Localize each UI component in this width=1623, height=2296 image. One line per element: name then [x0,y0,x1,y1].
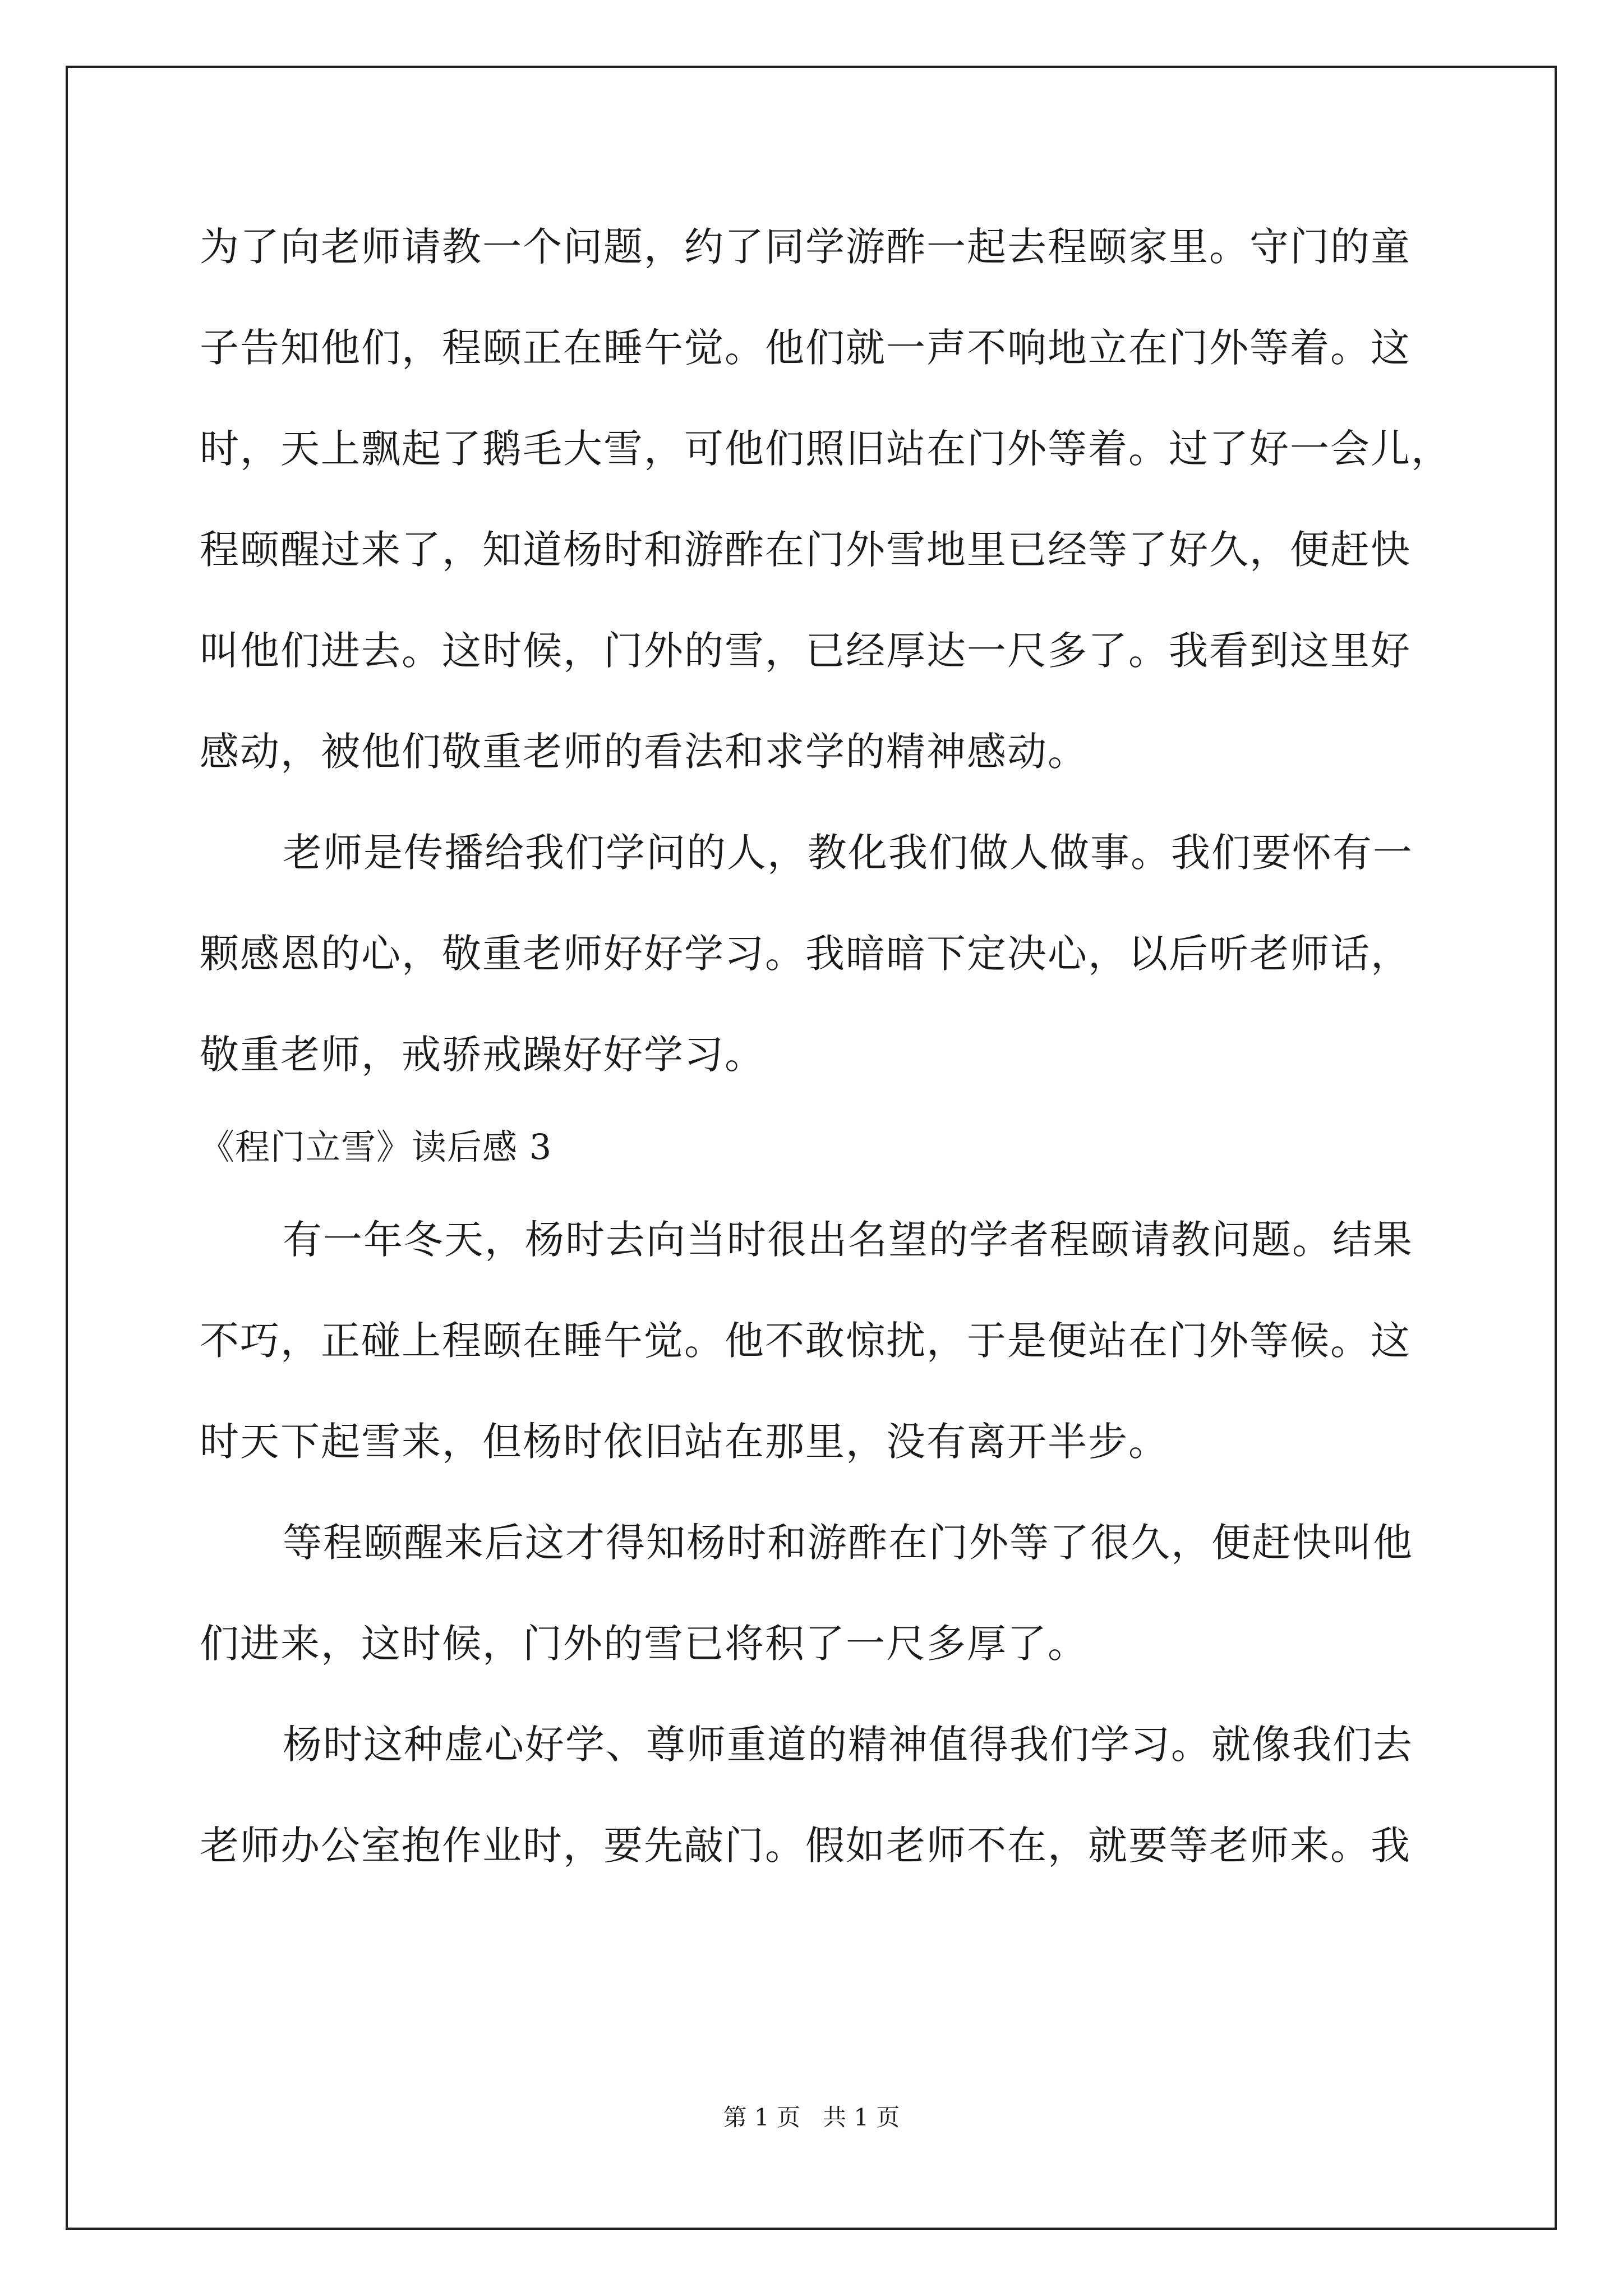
body-line: 老师办公室抱作业时，要先敲门。假如老师不在，就要等老师来。我 [200,1823,1411,1869]
body-line: 为了向老师请教一个问题，约了同学游酢一起去程颐家里。守门的童 [200,224,1411,270]
body-line: 时，天上飘起了鹅毛大雪，可他们照旧站在门外等着。过了好一会儿， [200,426,1451,472]
body-line: 不巧，正碰上程颐在睡午觉。他不敢惊扰，于是便站在门外等候。这 [200,1318,1411,1364]
body-line: 子告知他们，程颐正在睡午觉。他们就一声不响地立在门外等着。这 [200,325,1411,371]
paragraph-start-line: 有一年冬天，杨时去向当时很出名望的学者程颐请教问题。结果 [283,1217,1413,1263]
body-line: 时天下起雪来，但杨时依旧站在那里，没有离开半步。 [200,1419,1169,1465]
paragraph-start-line: 老师是传播给我们学问的人，教化我们做人做事。我们要怀有一 [283,830,1413,876]
body-line: 叫他们进去。这时候，门外的雪，已经厚达一尺多了。我看到这里好 [200,628,1411,674]
paragraph-start-line: 杨时这种虚心好学、尊师重道的精神值得我们学习。就像我们去 [283,1722,1413,1768]
page-footer [0,2101,1623,2134]
page-number: 第 1 页 [723,2104,800,2131]
body-line: 程颐醒过来了，知道杨时和游酢在门外雪地里已经等了好久，便赶快 [200,527,1411,573]
section-heading: 《程门立雪》读后感 3 [200,1126,552,1167]
body-line: 颗感恩的心，敬重老师好好学习。我暗暗下定决心，以后听老师话， [200,931,1411,977]
body-line: 感动，被他们敬重老师的看法和求学的精神感动。 [200,729,1088,775]
paragraph-start-line: 等程颐醒来后这才得知杨时和游酢在门外等了很久，便赶快叫他 [283,1520,1413,1566]
body-line: 敬重老师，戒骄戒躁好好学习。 [200,1032,765,1078]
body-line: 们进来，这时候，门外的雪已将积了一尺多厚了。 [200,1621,1088,1667]
total-pages: 共 1 页 [823,2104,900,2131]
